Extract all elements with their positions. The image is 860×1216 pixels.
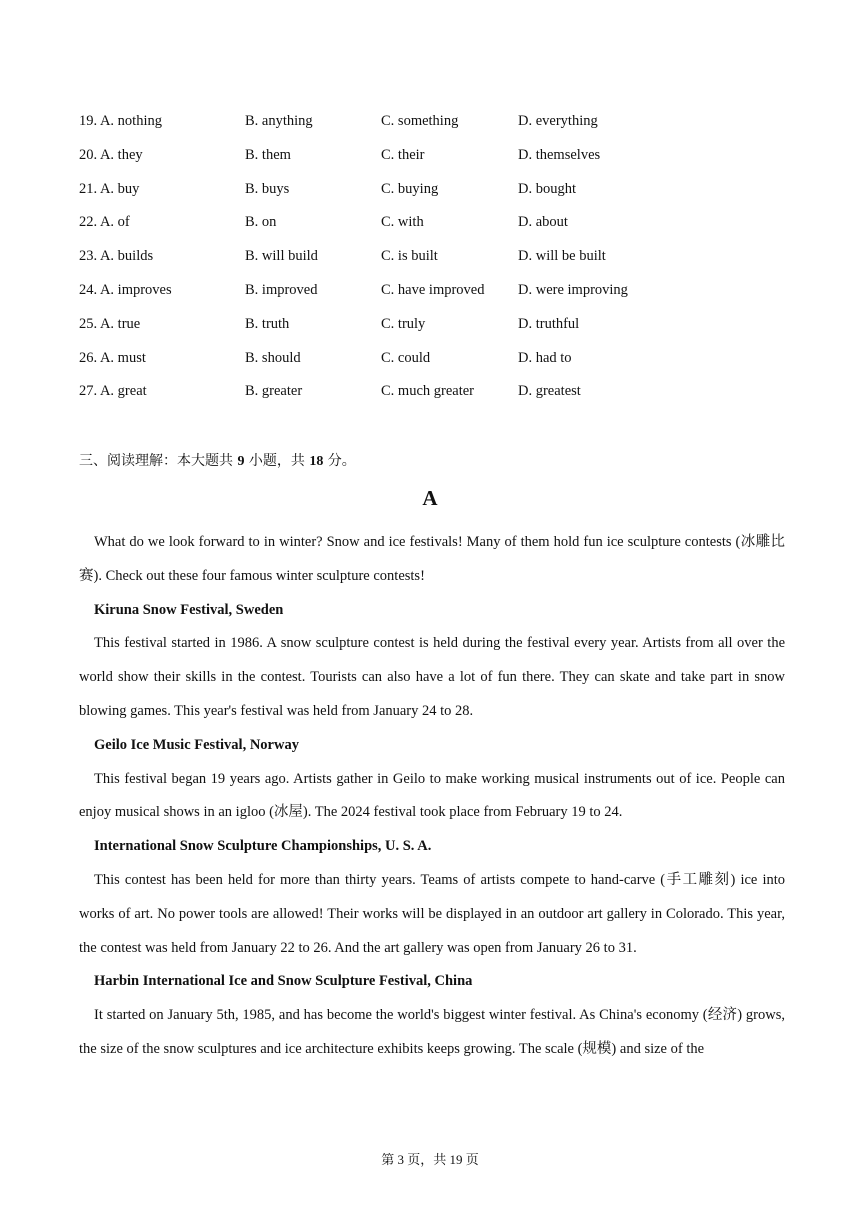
option-row-26 bbox=[79, 348, 799, 382]
option-b: B. improved bbox=[245, 281, 318, 298]
reading-passage bbox=[79, 526, 785, 1067]
options-list bbox=[79, 111, 799, 415]
question-number: 27. bbox=[79, 383, 98, 400]
question-number: 21. bbox=[79, 180, 98, 197]
option-a-text: A. must bbox=[99, 349, 146, 366]
option-d: D. bought bbox=[518, 180, 576, 197]
question-number: 24. bbox=[79, 281, 98, 298]
option-row-22 bbox=[79, 212, 799, 246]
festival-title: International Snow Sculpture Championships, U. S. A. bbox=[94, 838, 432, 855]
option-b: B. will build bbox=[245, 248, 318, 265]
festival-text: This contest has been held for more than thirty years. Teams of artists compete to hand-carve (手工雕刻) ice into works of art. No power tools are allowed! Their works will be displayed in an outdoor art gallery in Colorado. This year, the contest was held from January 22 to 26. And the art gallery was open from January 26 to 31. bbox=[79, 871, 785, 956]
option-row-25 bbox=[79, 314, 799, 348]
option-d: D. about bbox=[518, 214, 568, 231]
option-a-text: A. of bbox=[99, 214, 130, 231]
festival-text: This festival started in 1986. A snow sculpture contest is held during the festival every year. Artists from all over the world show their skills in the contest. Tourists can also have a lot of fun there. They can skate and take part in snow blowing games. This year's festival was held from January 24 to 28. bbox=[79, 635, 785, 719]
option-a-text: A. great bbox=[99, 383, 147, 400]
festival-title: Kiruna Snow Festival, Sweden bbox=[94, 601, 284, 618]
page-footer: 第 3 页，共 19 页 bbox=[381, 1152, 479, 1167]
option-b: B. them bbox=[245, 146, 291, 163]
option-a bbox=[79, 280, 172, 300]
option-a bbox=[79, 212, 130, 232]
question-number: 22. bbox=[79, 214, 98, 231]
question-number: 20. bbox=[79, 146, 98, 163]
passage-intro: What do we look forward to in winter? Snow and ice festivals! Many of them hold fun ice sculpture contests (冰雕比赛). Check out these four famous winter sculpture contests! bbox=[79, 534, 785, 584]
question-number: 25. bbox=[79, 315, 98, 332]
section-heading-prefix: 三、阅读理解：本大题共 bbox=[79, 453, 238, 469]
option-a-text: A. true bbox=[99, 315, 141, 332]
option-a-text: A. nothing bbox=[99, 113, 162, 129]
option-d: D. had to bbox=[518, 349, 572, 366]
option-a-text: A. buy bbox=[99, 180, 140, 197]
option-a bbox=[79, 381, 147, 401]
option-row-19 bbox=[79, 111, 799, 145]
section-heading bbox=[79, 450, 356, 470]
option-b: B. should bbox=[245, 349, 301, 366]
section-heading-middle: 小题，共 bbox=[244, 453, 310, 469]
option-row-27 bbox=[79, 381, 799, 415]
option-d: D. themselves bbox=[518, 146, 601, 163]
option-c: C. something bbox=[381, 113, 459, 129]
option-a bbox=[79, 145, 143, 165]
option-a bbox=[79, 246, 153, 266]
option-a-text: A. they bbox=[99, 146, 143, 163]
section-heading-suffix: 分。 bbox=[323, 453, 356, 469]
total-score: 18 bbox=[309, 454, 324, 469]
option-d: D. everything bbox=[518, 113, 598, 129]
option-c: C. truly bbox=[381, 315, 426, 332]
option-a-text: A. builds bbox=[99, 248, 154, 265]
option-b: B. buys bbox=[245, 180, 290, 197]
question-count: 9 bbox=[237, 454, 245, 469]
question-number: 19. bbox=[79, 113, 98, 129]
option-a-text: A. improves bbox=[99, 281, 172, 298]
option-c: C. have improved bbox=[381, 281, 485, 298]
option-d: D. truthful bbox=[518, 315, 580, 332]
festival-text: It started on January 5th, 1985, and has become the world's biggest winter festival. As China's economy (经济) grows, the size of the snow sculptures and ice architecture exhibits keeps growing. The scale (规模) and size of the bbox=[79, 1007, 785, 1057]
option-b: B. truth bbox=[245, 315, 290, 332]
passage-title: A bbox=[422, 486, 438, 510]
option-d: D. will be built bbox=[518, 248, 606, 265]
option-c: C. is built bbox=[381, 248, 438, 265]
option-a bbox=[79, 111, 162, 131]
festival-title: Harbin International Ice and Snow Sculpture Festival, China bbox=[94, 973, 473, 990]
option-a bbox=[79, 314, 140, 334]
option-a bbox=[79, 179, 139, 199]
option-row-20 bbox=[79, 145, 799, 179]
option-row-23 bbox=[79, 246, 799, 280]
option-c: C. could bbox=[381, 349, 431, 366]
festival-text: This festival began 19 years ago. Artists gather in Geilo to make working musical instruments out of ice. People can enjoy musical shows in an igloo (冰屋). The 2024 festival took place from February 19 to 24. bbox=[79, 770, 785, 821]
option-c: C. with bbox=[381, 214, 424, 231]
option-d: D. were improving bbox=[518, 281, 628, 298]
option-b: B. on bbox=[245, 214, 277, 231]
option-d: D. greatest bbox=[518, 383, 581, 400]
question-number: 23. bbox=[79, 248, 98, 265]
option-row-21 bbox=[79, 179, 799, 213]
festival-title: Geilo Ice Music Festival, Norway bbox=[94, 736, 299, 753]
question-number: 26. bbox=[79, 349, 98, 366]
option-row-24 bbox=[79, 280, 799, 314]
option-c: C. their bbox=[381, 146, 425, 163]
option-a bbox=[79, 348, 146, 368]
option-c: C. much greater bbox=[381, 383, 475, 400]
option-c: C. buying bbox=[381, 180, 439, 197]
option-b: B. anything bbox=[245, 113, 313, 129]
option-b: B. greater bbox=[245, 383, 303, 400]
